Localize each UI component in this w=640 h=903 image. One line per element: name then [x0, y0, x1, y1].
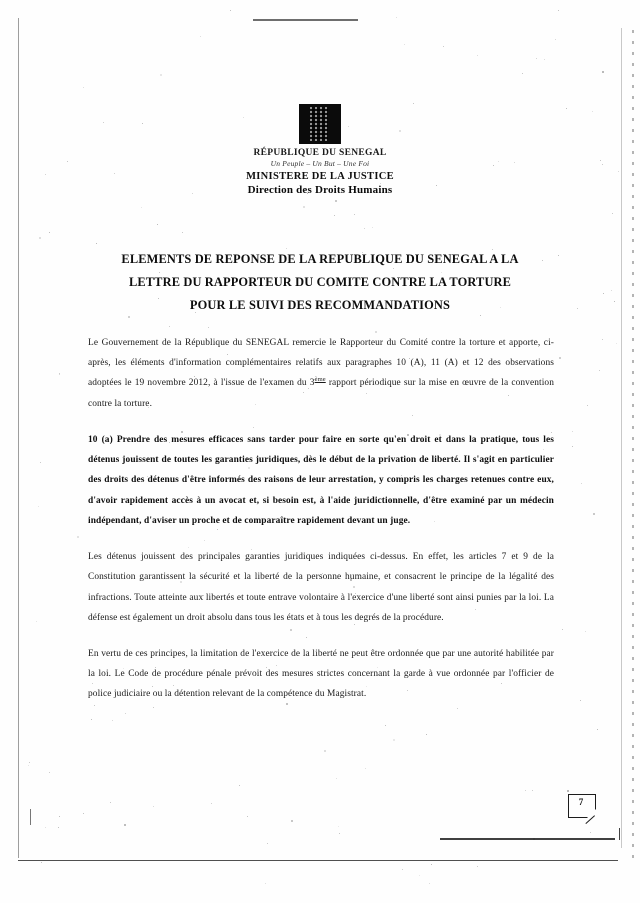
scan-artifact-top-bar	[253, 19, 358, 21]
paragraph-response-limitation: En vertu de ces principes, la limitation de l'exercice de la liberté ne peut être ordonnée que par une autorité habilitée par la loi. Le Code de procédure pénale prévoit des mesures strictes concernant la garde à vue ordonnée par l'officier de police judiciaire ou la détention relevant de la compétence du Magistrat.	[88, 648, 554, 700]
document-title-line-3: POUR LE SUIVI DES RECOMMANDATIONS	[189, 297, 451, 312]
letterhead-direction: Direction des Droits Humains	[247, 183, 393, 196]
letterhead-country: RÉPUBLIQUE DU SENEGAL	[253, 148, 387, 158]
senegal-coat-of-arms-icon	[299, 104, 341, 144]
scan-artifact-right-tick	[619, 828, 620, 840]
letterhead-motto: Un Peuple – Un But – Une Foi	[270, 158, 370, 168]
scan-artifact-bottom-bar	[440, 838, 615, 840]
paragraph-response-guarantees: Les détenus jouissent des principales garanties juridiques indiquées ci-dessus. En effet, les articles 7 et 9 de la Constitution garantissent la sécurité et la liberté de la personne humaine, et consacrent le principe de la légalité des infractions. Toute atteinte aux libertés et toute entrave volontaire à l'exercice d'une liberté sont ainsi punies par la loi. La défense est également un droit absolu dans tous les états et à tous les degrés de la procédure.	[88, 552, 554, 623]
scan-artifact-left-tick	[30, 809, 31, 825]
page-number: 7	[578, 797, 584, 807]
paragraph-recommendation-10a: 10 (a) Prendre des mesures efficaces sans tarder pour faire en sorte qu'en droit et dans la pratique, tous les détenus jouissent de toutes les garanties juridiques, dès le début de la privation de liberté. Il s'agit en particulier des droits des détenus d'être informés des raisons de leur arrestation, y compris les charges retenues contre eux, d'avoir rapidement accès à un avocat et, si besoin est, à l'aide juridictionnelle, d'être examiné par un médecin indépendant, d'aviser un proche et de comparaître rapidement devant un juge.	[88, 435, 554, 526]
letterhead	[0, 104, 640, 196]
document-title-line-1: ELEMENTS DE REPONSE DE LA REPUBLIQUE DU SENEGAL A LA	[121, 252, 519, 266]
letterhead-ministry: MINISTERE DE LA JUSTICE	[246, 170, 394, 182]
document-title-line-2: LETTRE DU RAPPORTEUR DU COMITE CONTRE LA TORTURE	[128, 274, 512, 289]
document-body	[88, 333, 554, 721]
page-frame-bottom-edge	[18, 860, 618, 861]
document-title	[62, 248, 578, 317]
paragraph-intro: Le Gouvernement de la République du SENEGAL remercie le Rapporteur du Comité contre la torture et apporte, ci-après, les éléments d'information complémentaires relatifs aux paragraphes 10 (A), 11 (A) et 12 des observations adoptées le 19 novembre 2012, à l'issue de l'examen du 3ème rapport périodique sur la mise en œuvre de la convention contre la torture.	[88, 338, 554, 409]
page-number-box	[568, 794, 596, 818]
